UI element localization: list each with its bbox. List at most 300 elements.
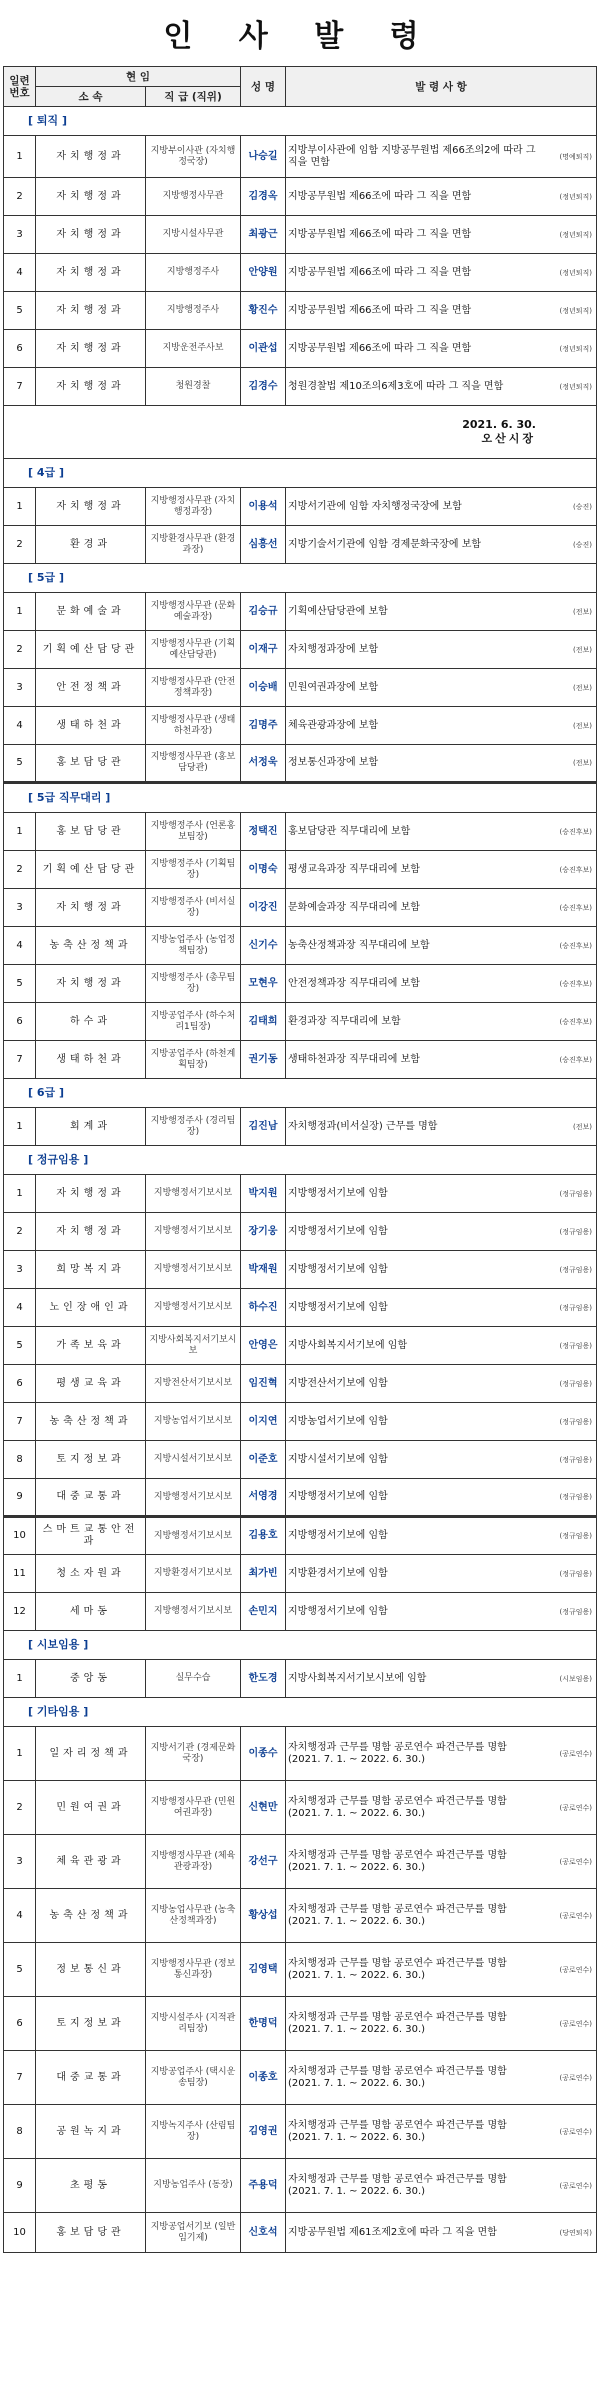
row-number: 11 — [4, 1555, 36, 1593]
row-rank: 지방행정주사 (비서실장) — [146, 889, 241, 927]
row-dept: 농축산정책과 — [36, 1403, 146, 1441]
row-action-cell — [286, 368, 597, 406]
section-header — [4, 1698, 597, 1727]
row-note: (정년퇴직) — [559, 344, 592, 353]
row-note: (정규임용) — [559, 1493, 592, 1501]
section-label: [ 5급 ] — [4, 564, 597, 593]
row-dept: 자치행정과 — [36, 136, 146, 178]
row-name: 한도경 — [241, 1660, 286, 1698]
row-action-cell — [286, 1327, 597, 1365]
row-action: 자치행정과 근무를 명함 공로연수 파견근무를 명함 (2021. 7. 1. ~ 2022. 6. 30.) — [288, 1795, 507, 1819]
row-rank: 지방녹지주사 (산림팀장) — [146, 2105, 241, 2159]
header-rank: 직 급 (직위) — [146, 87, 241, 107]
row-action: 자치행정과 근무를 명함 공로연수 파견근무를 명함 (2021. 7. 1. ~ 2022. 6. 30.) — [288, 2173, 507, 2197]
row-name: 서영경 — [241, 1479, 286, 1517]
row-action: 문화예술과장 직무대리에 보함 — [288, 901, 420, 913]
row-rank: 지방사회복지서기보시보 — [146, 1327, 241, 1365]
header-name: 성 명 — [241, 67, 286, 107]
row-rank: 지방행정사무관 (홍보담당관) — [146, 745, 241, 783]
row-action-cell — [286, 927, 597, 965]
date-block — [4, 406, 597, 459]
row-rank: 지방행정서기보시보 — [146, 1593, 241, 1631]
row-number: 9 — [4, 2159, 36, 2213]
row-action-cell — [286, 488, 597, 526]
row-dept: 농축산정책과 — [36, 1889, 146, 1943]
row-dept: 자치행정과 — [36, 1213, 146, 1251]
row-action-cell — [286, 1781, 597, 1835]
row-dept: 기획예산담당관 — [36, 851, 146, 889]
row-rank: 지방행정사무관 (안전정책과장) — [146, 669, 241, 707]
row-name: 김영택 — [241, 1943, 286, 1997]
row-rank: 지방농업주사 (농업정책팀장) — [146, 927, 241, 965]
row-name: 하수진 — [241, 1289, 286, 1327]
row-number: 1 — [4, 1175, 36, 1213]
row-name: 이용석 — [241, 488, 286, 526]
row-number: 2 — [4, 178, 36, 216]
row-note: (공로연수) — [559, 1965, 592, 1974]
row-action: 지방행정서기보에 임함 — [288, 1301, 388, 1313]
row-name: 신기수 — [241, 927, 286, 965]
row-note: (정년퇴직) — [559, 268, 592, 277]
row-rank: 지방환경서기보시보 — [146, 1555, 241, 1593]
row-action: 지방공무원법 제66조에 따라 그 직을 면함 — [288, 228, 472, 240]
row-name: 권기동 — [241, 1041, 286, 1079]
row-action-cell — [286, 1555, 597, 1593]
row-note: (전보) — [573, 683, 592, 692]
row-dept: 청소자원과 — [36, 1555, 146, 1593]
row-action-cell — [286, 1365, 597, 1403]
row-note: (전보) — [573, 607, 592, 616]
row-name: 서정욱 — [241, 745, 286, 783]
row-name: 이지연 — [241, 1403, 286, 1441]
row-name: 김경옥 — [241, 178, 286, 216]
row-action: 정보통신과장에 보함 — [288, 757, 379, 768]
row-rank: 지방행정서기보시보 — [146, 1479, 241, 1517]
row-action: 자치행정과 근무를 명함 공로연수 파견근무를 명함 (2021. 7. 1. ~ 2022. 6. 30.) — [288, 1849, 507, 1873]
row-note: (명예퇴직) — [559, 152, 592, 161]
date-block-cell — [4, 406, 597, 459]
row-number: 10 — [4, 2213, 36, 2253]
row-name: 최가빈 — [241, 1555, 286, 1593]
row-action: 지방전산서기보에 임함 — [288, 1377, 388, 1389]
row-name: 한명덕 — [241, 1997, 286, 2051]
row-note: (전보) — [573, 759, 592, 767]
row-name: 이종수 — [241, 1727, 286, 1781]
row-note: (승진후보) — [559, 827, 592, 836]
table-row — [4, 707, 597, 745]
row-name: 강선구 — [241, 1835, 286, 1889]
row-name: 김진남 — [241, 1108, 286, 1146]
row-name: 김용호 — [241, 1517, 286, 1555]
table-row — [4, 1943, 597, 1997]
table-row — [4, 1517, 597, 1555]
row-dept: 자치행정과 — [36, 965, 146, 1003]
row-rank: 지방행정주사 (총무팀장) — [146, 965, 241, 1003]
row-dept: 민원여권과 — [36, 1781, 146, 1835]
row-number: 5 — [4, 745, 36, 783]
row-action: 청원경찰법 제10조의6제3호에 따라 그 직을 면함 — [288, 380, 504, 392]
row-action: 홍보담당관 직무대리에 보함 — [288, 825, 411, 837]
row-action: 지방환경서기보에 임함 — [288, 1567, 388, 1579]
table-row — [4, 526, 597, 564]
row-number: 2 — [4, 1213, 36, 1251]
row-name: 심흥선 — [241, 526, 286, 564]
row-rank: 지방행정주사 (언론홍보팀장) — [146, 813, 241, 851]
row-number: 7 — [4, 368, 36, 406]
row-action-cell — [286, 851, 597, 889]
row-dept: 초평동 — [36, 2159, 146, 2213]
row-number: 6 — [4, 330, 36, 368]
row-note: (전보) — [573, 721, 592, 730]
row-action: 지방공무원법 제61조제2호에 따라 그 직을 면함 — [288, 2226, 497, 2238]
row-dept: 하수과 — [36, 1003, 146, 1041]
row-action-cell — [286, 593, 597, 631]
row-rank: 지방공업주사 (하천계획팀장) — [146, 1041, 241, 1079]
row-note: (정규임용) — [559, 1379, 592, 1388]
row-number: 5 — [4, 965, 36, 1003]
section-label: [ 정규임용 ] — [4, 1146, 597, 1175]
row-action: 지방공무원법 제66조에 따라 그 직을 면함 — [288, 190, 472, 202]
row-note: (정규임용) — [559, 1455, 592, 1464]
row-note: (공로연수) — [559, 1857, 592, 1866]
row-rank: 지방행정사무관 (자치행정과장) — [146, 488, 241, 526]
row-name: 손민지 — [241, 1593, 286, 1631]
table-row — [4, 965, 597, 1003]
table-row — [4, 1251, 597, 1289]
row-note: (정규임용) — [559, 1265, 592, 1274]
row-number: 4 — [4, 707, 36, 745]
row-action-cell — [286, 1889, 597, 1943]
row-action-cell — [286, 1213, 597, 1251]
row-number: 2 — [4, 1781, 36, 1835]
row-dept: 홍보담당관 — [36, 2213, 146, 2253]
row-note: (승진후보) — [559, 903, 592, 912]
row-number: 1 — [4, 488, 36, 526]
section-header — [4, 564, 597, 593]
row-name: 신호석 — [241, 2213, 286, 2253]
row-dept: 생태하천과 — [36, 707, 146, 745]
row-action-cell — [286, 889, 597, 927]
row-note: (정년퇴직) — [559, 192, 592, 201]
row-number: 3 — [4, 1835, 36, 1889]
table-row — [4, 1727, 597, 1781]
row-action: 평생교육과장 직무대리에 보함 — [288, 863, 420, 875]
row-action: 지방행정서기보에 임함 — [288, 1491, 388, 1502]
row-name: 박재원 — [241, 1251, 286, 1289]
row-note: (승진후보) — [559, 941, 592, 950]
row-rank: 지방시설사무관 — [146, 216, 241, 254]
row-dept: 자치행정과 — [36, 178, 146, 216]
row-dept: 토지정보과 — [36, 1997, 146, 2051]
row-dept: 자치행정과 — [36, 254, 146, 292]
row-rank: 지방시설주사 (지적관리팀장) — [146, 1997, 241, 2051]
row-action: 지방부이사관에 임함 지방공무원법 제66조의2에 따라 그 직을 면함 — [288, 144, 536, 168]
row-rank: 지방행정서기보시보 — [146, 1517, 241, 1555]
section-header — [4, 1079, 597, 1108]
row-rank: 지방행정사무관 (생태하천과장) — [146, 707, 241, 745]
row-action-cell — [286, 2159, 597, 2213]
row-note: (승진) — [573, 502, 592, 511]
table-row — [4, 1003, 597, 1041]
row-name: 정택진 — [241, 813, 286, 851]
row-dept: 토지정보과 — [36, 1441, 146, 1479]
row-dept: 문화예술과 — [36, 593, 146, 631]
table-row — [4, 1835, 597, 1889]
header-no: 일련번호 — [4, 67, 36, 107]
row-number: 6 — [4, 1003, 36, 1041]
row-rank: 지방행정주사 (기획팀장) — [146, 851, 241, 889]
row-rank: 지방공업주사 (택시운송팀장) — [146, 2051, 241, 2105]
row-action: 자치행정과 근무를 명함 공로연수 파견근무를 명함 (2021. 7. 1. ~ 2022. 6. 30.) — [288, 2119, 507, 2143]
row-action-cell — [286, 1251, 597, 1289]
row-rank: 지방행정사무관 — [146, 178, 241, 216]
row-rank: 지방행정서기보시보 — [146, 1213, 241, 1251]
row-dept: 희망복지과 — [36, 1251, 146, 1289]
row-dept: 대중교통과 — [36, 2051, 146, 2105]
row-action-cell — [286, 254, 597, 292]
row-dept: 정보통신과 — [36, 1943, 146, 1997]
row-name: 안양원 — [241, 254, 286, 292]
row-number: 2 — [4, 631, 36, 669]
row-action: 자치행정과장에 보함 — [288, 643, 379, 655]
row-rank: 지방농업사무관 (농축산정책과장) — [146, 1889, 241, 1943]
row-dept: 환경과 — [36, 526, 146, 564]
row-action-cell — [286, 178, 597, 216]
row-number: 8 — [4, 1441, 36, 1479]
section-header — [4, 783, 597, 813]
row-action-cell — [286, 965, 597, 1003]
row-note: (정규임용) — [559, 1569, 592, 1578]
section-label: [ 6급 ] — [4, 1079, 597, 1108]
row-action-cell — [286, 1943, 597, 1997]
row-number: 9 — [4, 1479, 36, 1517]
row-number: 1 — [4, 136, 36, 178]
row-note: (정규임용) — [559, 1607, 592, 1616]
table-row — [4, 2105, 597, 2159]
row-action-cell — [286, 1403, 597, 1441]
row-action-cell — [286, 330, 597, 368]
row-note: (승진후보) — [559, 1017, 592, 1026]
row-action: 민원여권과장에 보함 — [288, 681, 379, 693]
section-label: [ 시보임용 ] — [4, 1631, 597, 1660]
section-header — [4, 107, 597, 136]
table-row — [4, 927, 597, 965]
section-label: [ 기타임용 ] — [4, 1698, 597, 1727]
row-dept: 자치행정과 — [36, 488, 146, 526]
row-action-cell — [286, 1517, 597, 1555]
row-number: 6 — [4, 1997, 36, 2051]
table-row — [4, 1479, 597, 1517]
row-note: (정규임용) — [559, 1189, 592, 1198]
row-action: 지방행정서기보에 임함 — [288, 1187, 388, 1199]
row-dept: 안전정책과 — [36, 669, 146, 707]
row-dept: 평생교육과 — [36, 1365, 146, 1403]
row-note: (공로연수) — [559, 2181, 592, 2190]
table-row — [4, 178, 597, 216]
row-action-cell — [286, 136, 597, 178]
row-number: 4 — [4, 1289, 36, 1327]
row-name: 나승길 — [241, 136, 286, 178]
row-note: (공로연수) — [559, 1803, 592, 1812]
row-note: (공로연수) — [559, 2073, 592, 2082]
row-action-cell — [286, 1997, 597, 2051]
row-dept: 홍보담당관 — [36, 745, 146, 783]
row-action: 체육관광과장에 보함 — [288, 719, 379, 731]
row-note: (공로연수) — [559, 1911, 592, 1920]
row-rank: 지방행정사무관 (문화예술과장) — [146, 593, 241, 631]
row-action: 자치행정과 근무를 명함 공로연수 파견근무를 명함 (2021. 7. 1. ~ 2022. 6. 30.) — [288, 1957, 507, 1981]
page-title: 인 사 발 령 — [163, 19, 437, 54]
row-dept: 체육관광과 — [36, 1835, 146, 1889]
row-action: 지방농업서기보에 임함 — [288, 1415, 388, 1427]
row-rank: 지방전산서기보시보 — [146, 1365, 241, 1403]
row-dept: 기획예산담당관 — [36, 631, 146, 669]
row-number: 5 — [4, 292, 36, 330]
table-row — [4, 1403, 597, 1441]
table-row — [4, 669, 597, 707]
row-dept: 대중교통과 — [36, 1479, 146, 1517]
row-note: (정년퇴직) — [559, 382, 592, 391]
table-row — [4, 488, 597, 526]
row-action: 지방공무원법 제66조에 따라 그 직을 면함 — [288, 342, 472, 354]
row-note: (당연퇴직) — [559, 2228, 592, 2237]
row-action-cell — [286, 669, 597, 707]
row-action: 자치행정과 근무를 명함 공로연수 파견근무를 명함 (2021. 7. 1. ~ 2022. 6. 30.) — [288, 1903, 507, 1927]
row-action-cell — [286, 707, 597, 745]
table-row — [4, 1660, 597, 1698]
row-action-cell — [286, 745, 597, 783]
row-rank: 지방행정사무관 (체육관광과장) — [146, 1835, 241, 1889]
row-number: 1 — [4, 1727, 36, 1781]
row-number: 4 — [4, 254, 36, 292]
row-rank: 실무수습 — [146, 1660, 241, 1698]
row-rank: 지방시설서기보시보 — [146, 1441, 241, 1479]
row-action: 자치행정과 근무를 명함 공로연수 파견근무를 명함 (2021. 7. 1. ~ 2022. 6. 30.) — [288, 2011, 507, 2035]
row-number: 3 — [4, 216, 36, 254]
header-action: 발 령 사 항 — [286, 67, 597, 107]
row-name: 김태희 — [241, 1003, 286, 1041]
row-action: 지방공무원법 제66조에 따라 그 직을 면함 — [288, 266, 472, 278]
row-name: 이승배 — [241, 669, 286, 707]
row-action: 농축산정책과장 직무대리에 보함 — [288, 939, 430, 951]
row-name: 이종호 — [241, 2051, 286, 2105]
row-number: 1 — [4, 1108, 36, 1146]
row-number: 4 — [4, 927, 36, 965]
row-action-cell — [286, 292, 597, 330]
row-action: 지방사회복지서기보시보에 임함 — [288, 1672, 427, 1684]
row-rank: 지방행정사무관 (민원여권과장) — [146, 1781, 241, 1835]
row-rank: 지방부이사관 (자치행정국장) — [146, 136, 241, 178]
section-header — [4, 1146, 597, 1175]
table-row — [4, 2213, 597, 2253]
row-action-cell — [286, 1593, 597, 1631]
row-number: 3 — [4, 669, 36, 707]
row-number: 4 — [4, 1889, 36, 1943]
table-row — [4, 1041, 597, 1079]
row-name: 신현만 — [241, 1781, 286, 1835]
row-note: (정규임용) — [559, 1341, 592, 1350]
row-action-cell — [286, 631, 597, 669]
table-row — [4, 1213, 597, 1251]
row-note: (정년퇴직) — [559, 306, 592, 315]
row-name: 김명주 — [241, 707, 286, 745]
section-label: [ 퇴직 ] — [4, 107, 597, 136]
row-dept: 자치행정과 — [36, 292, 146, 330]
row-action-cell — [286, 216, 597, 254]
table-row — [4, 330, 597, 368]
section-header — [4, 1631, 597, 1660]
row-number: 1 — [4, 593, 36, 631]
table-row — [4, 813, 597, 851]
row-rank: 지방행정사무관 (기획예산담당관) — [146, 631, 241, 669]
row-action: 안전정책과장 직무대리에 보함 — [288, 977, 420, 989]
row-note: (승진후보) — [559, 979, 592, 988]
issue-date: 2021. 6. 30. — [462, 418, 536, 431]
row-number: 6 — [4, 1365, 36, 1403]
row-action: 생태하천과장 직무대리에 보함 — [288, 1053, 420, 1065]
row-note: (전보) — [573, 645, 592, 654]
row-action: 지방시설서기보에 임함 — [288, 1453, 388, 1465]
row-rank: 지방공업주사 (하수처리1팀장) — [146, 1003, 241, 1041]
table-row — [4, 1781, 597, 1835]
row-action-cell — [286, 2213, 597, 2253]
row-name: 이준호 — [241, 1441, 286, 1479]
table-row — [4, 851, 597, 889]
row-action: 지방행정서기보에 임함 — [288, 1605, 388, 1617]
row-dept: 중앙동 — [36, 1660, 146, 1698]
section-header — [4, 459, 597, 488]
row-name: 이재구 — [241, 631, 286, 669]
row-number: 7 — [4, 2051, 36, 2105]
row-dept: 홍보담당관 — [36, 813, 146, 851]
row-action-cell — [286, 1441, 597, 1479]
personnel-table — [3, 66, 597, 2253]
row-rank: 지방환경사무관 (환경과장) — [146, 526, 241, 564]
table-row — [4, 368, 597, 406]
row-dept: 생태하천과 — [36, 1041, 146, 1079]
row-action-cell — [286, 1479, 597, 1517]
row-dept: 자치행정과 — [36, 1175, 146, 1213]
row-rank: 지방농업서기보시보 — [146, 1403, 241, 1441]
row-rank: 지방행정서기보시보 — [146, 1289, 241, 1327]
row-dept: 세마동 — [36, 1593, 146, 1631]
table-row — [4, 216, 597, 254]
row-dept: 자치행정과 — [36, 368, 146, 406]
table-row — [4, 593, 597, 631]
row-action-cell — [286, 1041, 597, 1079]
table-row — [4, 889, 597, 927]
row-rank: 지방행정서기보시보 — [146, 1175, 241, 1213]
row-name: 김경수 — [241, 368, 286, 406]
row-action: 환경과장 직무대리에 보함 — [288, 1015, 401, 1027]
row-note: (정규임용) — [559, 1227, 592, 1236]
table-row — [4, 254, 597, 292]
row-action-cell — [286, 1835, 597, 1889]
row-name: 황진수 — [241, 292, 286, 330]
row-note: (정규임용) — [559, 1303, 592, 1312]
table-row — [4, 1108, 597, 1146]
row-rank: 지방행정주사 — [146, 254, 241, 292]
row-dept: 자치행정과 — [36, 889, 146, 927]
row-action: 기획예산담당관에 보함 — [288, 605, 388, 617]
row-name: 김승규 — [241, 593, 286, 631]
row-action: 지방행정서기보에 임함 — [288, 1530, 388, 1541]
issuer: 오산시장 — [481, 432, 536, 445]
row-name: 황상섭 — [241, 1889, 286, 1943]
table-row — [4, 2159, 597, 2213]
appointment-sections — [4, 459, 597, 2253]
row-name: 안영은 — [241, 1327, 286, 1365]
